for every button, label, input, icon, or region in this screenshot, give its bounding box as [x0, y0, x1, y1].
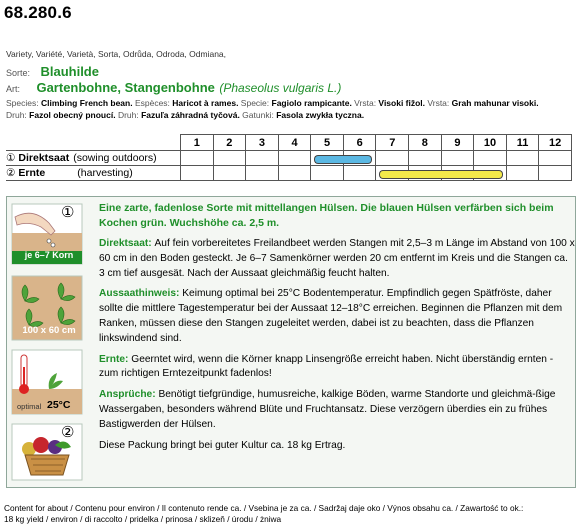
- season-bar: [441, 170, 475, 179]
- calendar-cell: [213, 166, 246, 181]
- season-bar: [343, 155, 373, 164]
- month-header: 12: [539, 135, 572, 151]
- species-label: Vrsta:: [354, 98, 379, 108]
- species-label: Espèces:: [134, 98, 173, 108]
- temp-label: optimal: [17, 402, 42, 411]
- calendar-cell: [278, 166, 311, 181]
- description-text: [99, 201, 575, 453]
- month-header: 3: [246, 135, 279, 151]
- species-value: Fazuľa záhradná tyčová.: [141, 110, 243, 120]
- month-header: 8: [409, 135, 442, 151]
- activity-name: Ernte: [18, 167, 46, 179]
- section-paragraph: [99, 353, 575, 383]
- harvest-step-number: ②: [61, 424, 75, 441]
- sorte-value: Blauhilde: [40, 64, 99, 79]
- calendar-row-label: [6, 151, 181, 166]
- species-label: Gatunki:: [242, 110, 277, 120]
- calendar-cell: [181, 151, 214, 166]
- product-code: 68.280.6: [4, 3, 72, 22]
- calendar-cell: [278, 151, 311, 166]
- section-title: Aussaathinweis:: [99, 288, 183, 300]
- section-paragraph: [99, 237, 575, 281]
- calendar-row-label: [6, 166, 181, 181]
- calendar-cell: [246, 151, 279, 166]
- section-paragraph: [99, 287, 575, 346]
- calendar-cell: [474, 151, 507, 166]
- month-header: 9: [441, 135, 474, 151]
- art-line: [6, 79, 341, 97]
- calendar-cell: [539, 151, 572, 166]
- season-bar: [408, 170, 442, 179]
- calendar-corner: [6, 135, 181, 151]
- step-marker: ②: [6, 167, 16, 179]
- art-label: Art:: [6, 84, 21, 94]
- calendar-cell: [506, 151, 539, 166]
- section-paragraph: [99, 439, 575, 454]
- section-text: Diese Packung bringt bei guter Kultur ca. 18 kg Ertrag.: [99, 439, 346, 451]
- calendar-cell: [474, 166, 507, 181]
- species-label: Vrsta:: [427, 98, 452, 108]
- season-bar: [314, 155, 344, 164]
- step-marker: ①: [6, 152, 16, 164]
- info-panel: [6, 196, 576, 488]
- variety-languages: Variety, Variété, Varietà, Sorta, Odrůda, Odroda, Odmiana,: [6, 49, 227, 59]
- footer-line-1: Content for about / Contenu pour environ / Il contenuto rende ca. / Vsebina je za ca. / Sadržaj daje oko / Výnos obsahu ca. / Zawartość to ok.:: [4, 503, 524, 513]
- calendar-cell: [246, 166, 279, 181]
- calendar-cell: [376, 151, 409, 166]
- season-bar: [379, 170, 409, 179]
- month-header: 10: [474, 135, 507, 151]
- section-title: Direktsaat:: [99, 238, 155, 249]
- species-value: Haricot à rames.: [172, 98, 241, 108]
- calendar-cell: [441, 151, 474, 166]
- month-header: 2: [213, 135, 246, 151]
- sowing-calendar: [6, 134, 572, 180]
- month-header: 6: [343, 135, 376, 151]
- species-value: Fazol obecný pnoucí.: [29, 110, 118, 120]
- calendar-cell: [311, 166, 344, 181]
- species-line-2: [6, 110, 364, 120]
- month-header: 4: [278, 135, 311, 151]
- calendar-cell: [343, 166, 376, 181]
- activity-name: Direktsaat: [18, 152, 70, 164]
- calendar-cell: [376, 166, 409, 181]
- calendar-cell: [409, 166, 442, 181]
- art-latin: (Phaseolus vulgaris L.): [219, 81, 342, 95]
- species-label: Species:: [6, 98, 41, 108]
- footer-line-2: 18 kg yield / environ / di raccolto / pridelka / prinosa / sklizeň / úrodu / żniwa: [4, 514, 282, 524]
- species-value: Fagiolo rampicante.: [271, 98, 355, 108]
- section-text: Auf fein vorbereitetes Freilandbeet werden Stangen mit 2,5–3 m Länge im Abstand von 100 x 60 cm in den Boden gesteckt. Je 6–7 Samenkörner werden 20 cm entfernt im Kreis und die Stangen ca. 3 cm tief ausgesät. Nach der Aussaat gleichmäßig feucht halten.: [99, 238, 575, 279]
- month-header: 5: [311, 135, 344, 151]
- species-value: Grah mahunar visoki.: [451, 98, 539, 108]
- sow-caption: je 6–7 Korn: [24, 250, 74, 260]
- season-bar: [473, 170, 503, 179]
- art-value: Gartenbohne, Stangenbohne: [36, 80, 215, 95]
- calendar-cell: [181, 166, 214, 181]
- calendar-cell: [441, 166, 474, 181]
- species-value: Climbing French bean.: [40, 98, 135, 108]
- calendar-cell: [539, 166, 572, 181]
- temp-value: 25°C: [47, 399, 71, 411]
- month-header: 1: [181, 135, 214, 151]
- section-text: Benötigt tiefgründige, humusreiche, kalkige Böden, warme Standorte und gleichmä-ßige Wassergaben, besonders während Blüte und Fruchtansatz. Diese verzögern überdies ein zu frühes Bastigwerden der Hülsen.: [99, 389, 556, 430]
- month-header: 7: [376, 135, 409, 151]
- yield-footer: [4, 503, 523, 525]
- section-text: Geerntet wird, wenn die Körner knapp Linsengröße erreicht haben. Nicht überständig ernten - zum richtigen Erntezeitpunkt fadenlos!: [99, 353, 554, 380]
- sow-step-number: ①: [61, 204, 75, 221]
- species-value: Fasola zwykła tyczna.: [276, 110, 365, 120]
- section-title: Ansprüche:: [99, 389, 159, 401]
- species-label: Druh:: [117, 110, 142, 120]
- section-text: Keimung optimal bei 25°C Bodentemperatur. Empfindlich gegen Spätfröste, daher sollte die mittlere Tagestemperatur bei der Aussaat 12–18°C erreichen. Beginnen die Pflanzen mit dem Ranken, müssen diese den Stangen zugeleitet werden, dabei ist zu beachten, dass die Pflanzen linkswindend sind.: [99, 288, 563, 344]
- species-value: Visoki fižol.: [378, 98, 428, 108]
- section-title: Ernte:: [99, 353, 132, 365]
- spacing-caption: 100 x 60 cm: [22, 325, 76, 336]
- species-line-1: [6, 98, 539, 108]
- section-paragraph: [99, 388, 575, 432]
- intro-text: Eine zarte, fadenlose Sorte mit mittellangen Hülsen. Die blauen Hülsen verfärben sich beim Kochen grün. Wuchshöhe ca. 2,5 m.: [99, 202, 554, 229]
- calendar-cell: [213, 151, 246, 166]
- month-header: 11: [506, 135, 539, 151]
- activity-translation: (sowing outdoors): [73, 152, 157, 164]
- species-label: Specie:: [240, 98, 272, 108]
- calendar-cell: [343, 151, 376, 166]
- sorte-label: Sorte:: [6, 68, 31, 78]
- calendar-cell: [506, 166, 539, 181]
- species-label: Druh:: [6, 110, 30, 120]
- activity-translation: (harvesting): [77, 167, 133, 179]
- calendar-cell: [409, 151, 442, 166]
- calendar-cell: [311, 151, 344, 166]
